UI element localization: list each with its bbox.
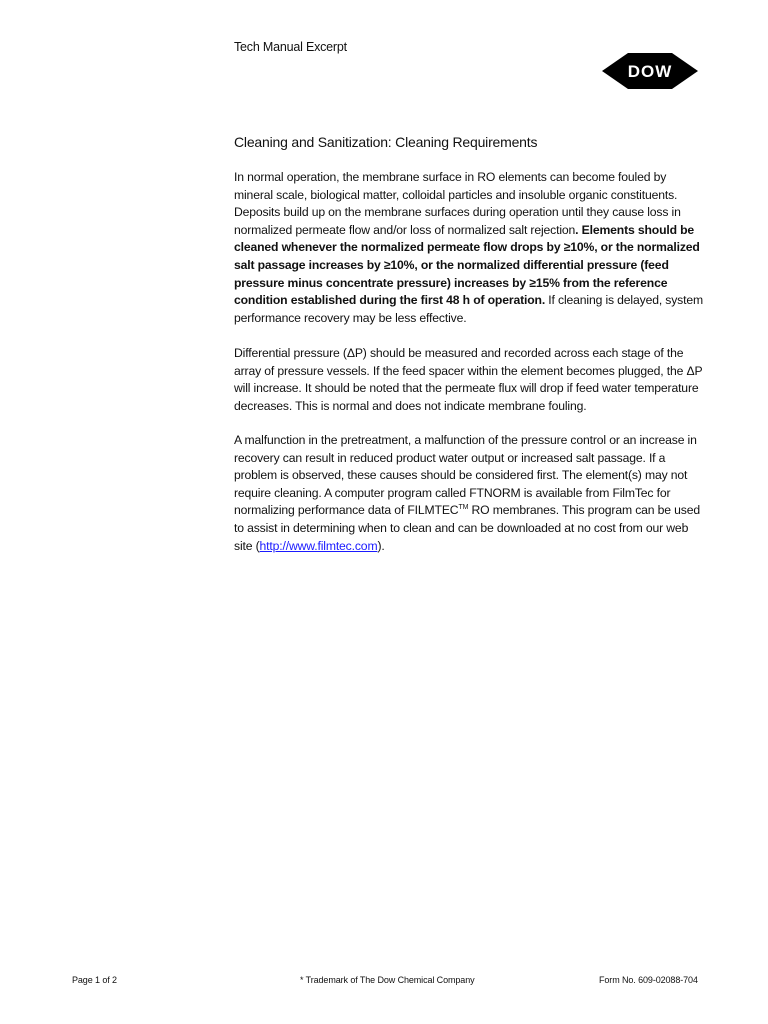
dow-logo (602, 53, 698, 89)
paragraph-malfunction (234, 432, 704, 555)
paragraph-3-text-a: A malfunction in the pretreatment, a malfunction of the pressure control or an increase in recovery can result in reduced product water output or increased salt passage. If a problem is observed, these causes should be considered first. The element(s) may not require cleaning. A computer program called FTNORM is available from FilmTec for normalizing performance data of FILMTEC (234, 433, 697, 518)
paragraph-3-text-b: RO membranes. This program can be used to assist in determining when to clean and can be downloaded at no cost from our web site ( (234, 503, 700, 553)
footer-form-number: Form No. 609-02088-704 (599, 975, 698, 985)
paragraph-1-lead: In normal operation, the membrane surface in RO elements can become fouled by mineral scale, biological matter, colloidal particles and insoluble organic constituents. Deposits build up on the membrane surfaces during operation until they cause loss in normalized permeate flow and/or loss of normalized salt rejection (234, 170, 681, 237)
section-heading: Cleaning and Sanitization: Cleaning Requirements (234, 134, 538, 150)
footer-trademark-note: * Trademark of The Dow Chemical Company (300, 975, 475, 985)
footer-page-number: Page 1 of 2 (72, 975, 117, 985)
paragraph-differential-pressure: Differential pressure (ΔP) should be measured and recorded across each stage of the array of pressure vessels. If the feed spacer within the element becomes plugged, the ΔP will increase. It should be noted that the permeate flux will drop if feed water temperature decreases. This is normal and does not indicate membrane fouling. (234, 346, 703, 413)
paragraph-3-text-c: ). (377, 538, 385, 553)
filmtec-website-link[interactable]: http://www.filmtec.com (259, 538, 378, 553)
paragraph-1-bold-criteria: . Elements should be cleaned whenever the normalized permeate flow drops by ≥10%, or the normalized salt passage increases by ≥10%, or the normalized differential pressure (feed pressure minus concentrate pressure) increases by ≥15% from the reference condition established during the first 48 h of operation. (234, 222, 700, 308)
trademark-superscript: TM (458, 504, 469, 512)
document-header-title: Tech Manual Excerpt (234, 40, 347, 54)
paragraph-cleaning-criteria (234, 169, 704, 327)
paragraph-1-tail: If cleaning is delayed, system performance recovery may be less effective. (234, 293, 703, 325)
dow-logo-text: DOW (627, 62, 673, 81)
